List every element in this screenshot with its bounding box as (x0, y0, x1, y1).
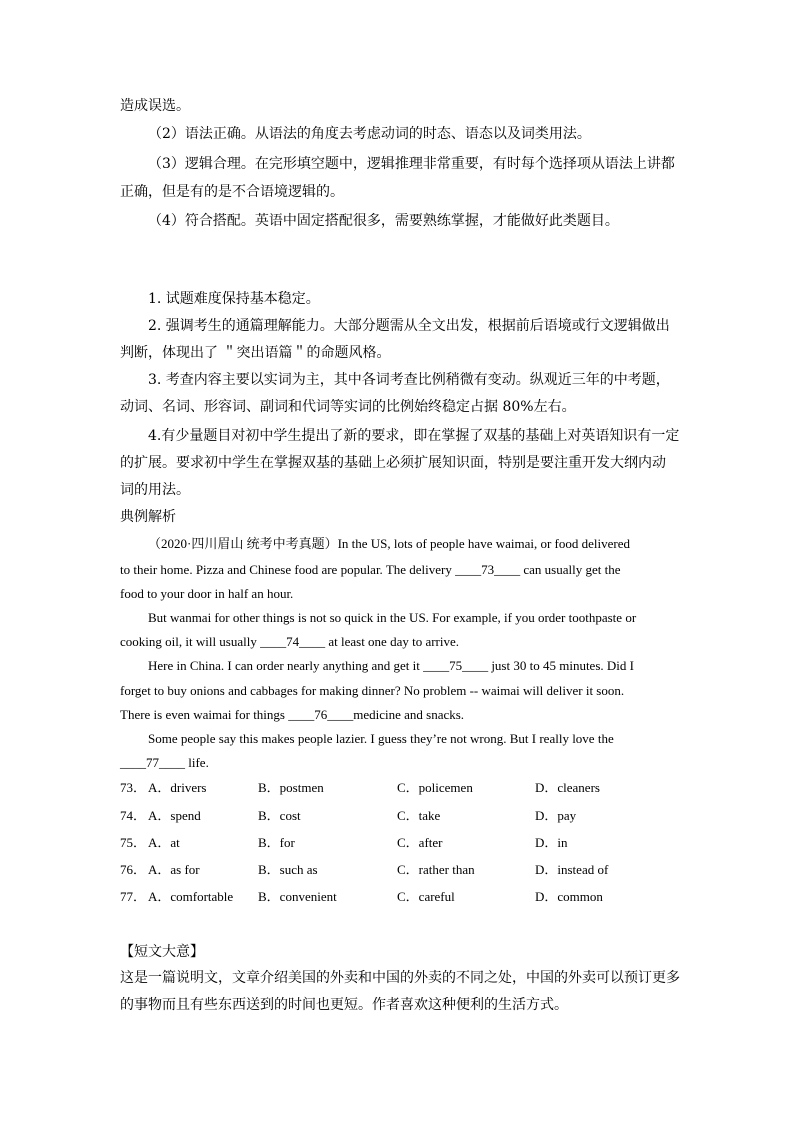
question-number: 75． (120, 835, 147, 850)
passage-p3a: Here in China. I can order nearly anything and get it ____75____ just 30 to 45 minutes. Did I (148, 658, 634, 673)
option-a[interactable]: A．spend (148, 808, 201, 823)
tips-line-0: 造成误选。 (120, 98, 190, 114)
option-a[interactable]: A．drivers (148, 780, 207, 795)
option-c[interactable]: C．rather than (397, 862, 475, 877)
passage-p4a: Some people say this makes people lazier. I guess they’re not wrong. But I really love the (148, 731, 614, 746)
tips-line-logic-a: （3）逻辑合理。在完形填空题中，逻辑推理非常重要，有时每个选择项从语法上讲都 (148, 156, 675, 172)
trend-3a: 3. 考查内容主要以实词为主，其中各词考查比例稍微有变动。纵观近三年的中考题， (148, 372, 670, 388)
passage-p3b: forget to buy onions and cabbages for making dinner? No problem -- waimai will deliver it soon. (120, 683, 625, 698)
passage-p4b: ____77____ life. (120, 755, 209, 770)
question-number: 77． (120, 889, 147, 904)
option-d[interactable]: D．in (535, 835, 568, 850)
summary-line-1: 这是一篇说明文，文章介绍美国的外卖和中国的外卖的不同之处，中国的外卖可以预订更多 (120, 970, 680, 986)
summary-line-2: 的事物而且有些东西送到的时间也更短。作者喜欢这种便利的生活方式。 (120, 997, 568, 1013)
tips-line-grammar: （2）语法正确。从语法的角度去考虑动词的时态、语态以及词类用法。 (148, 126, 591, 142)
summary-heading: 【短文大意】 (120, 944, 204, 960)
trend-4b: 的扩展。要求初中学生在掌握双基的基础上必须扩展知识面，特别是要注重开发大纲内动 (120, 455, 666, 471)
question-number: 76． (120, 862, 147, 877)
option-c[interactable]: C．careful (397, 889, 455, 904)
passage-p3c: There is even waimai for things ____76____medicine and snacks. (120, 707, 465, 722)
tips-line-logic-b: 正确，但是有的是不合语境逻辑的。 (120, 184, 344, 200)
option-c[interactable]: C．after (397, 835, 443, 850)
question-number: 73． (120, 780, 147, 795)
passage-p1a: （2020·四川眉山 统考中考真题）In the US, lots of people have waimai, or food delivered (148, 536, 630, 551)
tips-line-collocation: （4）符合搭配。英语中固定搭配很多，需要熟练掌握，才能做好此类题目。 (148, 213, 619, 229)
option-d[interactable]: D．pay (535, 808, 577, 823)
option-d[interactable]: D．common (535, 889, 603, 904)
trend-2b: 判断，体现出了 ＂突出语篇＂的命题风格。 (120, 345, 391, 361)
option-c[interactable]: C．policemen (397, 780, 473, 795)
option-d[interactable]: D．instead of (535, 862, 609, 877)
option-d[interactable]: D．cleaners (535, 780, 600, 795)
option-b[interactable]: B．convenient (258, 889, 337, 904)
option-b[interactable]: B．cost (258, 808, 301, 823)
option-a[interactable]: A．at (148, 835, 180, 850)
option-a[interactable]: A．as for (148, 862, 200, 877)
option-b[interactable]: B．postmen (258, 780, 324, 795)
trend-4a: 4.有少量题目对初中学生提出了新的要求，即在掌握了双基的基础上对英语知识有一定 (148, 428, 680, 444)
option-b[interactable]: B．for (258, 835, 295, 850)
passage-p1b: to their home. Pizza and Chinese food are popular. The delivery ____73____ can usually get the (120, 562, 621, 577)
option-c[interactable]: C．take (397, 808, 441, 823)
passage-p2b: cooking oil, it will usually ____74____ at least one day to arrive. (120, 634, 460, 649)
option-b[interactable]: B．such as (258, 862, 318, 877)
trend-3b: 动词、名词、形容词、副词和代词等实词的比例始终稳定占据 80%左右。 (120, 399, 576, 415)
passage-p2a: But wanmai for other things is not so quick in the US. For example, if you order toothpaste or (148, 610, 637, 625)
question-number: 74． (120, 808, 147, 823)
example-heading: 典例解析 (120, 509, 176, 525)
trend-1: 1. 试题难度保持基本稳定。 (148, 291, 320, 307)
option-a[interactable]: A．comfortable (148, 889, 234, 904)
passage-p1c: food to your door in half an hour. (120, 586, 294, 601)
trend-2a: 2. 强调考生的通篇理解能力。大部分题需从全文出发，根据前后语境或行文逻辑做出 (148, 318, 670, 334)
trend-4c: 词的用法。 (120, 482, 190, 498)
